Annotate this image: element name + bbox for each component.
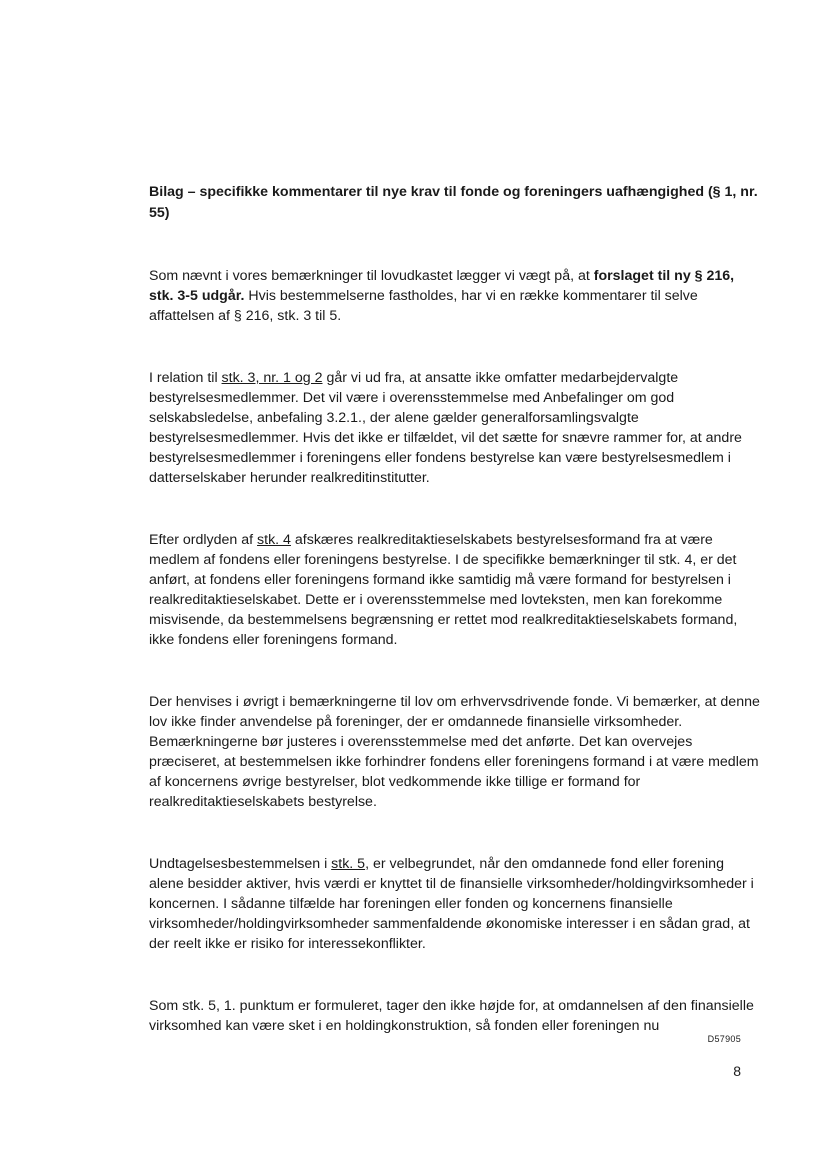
- paragraph-5: [149, 854, 761, 954]
- paragraph-6: Som stk. 5, 1. punktum er formuleret, tager den ikke højde for, at omdannelsen af den finansielle virksomhed kan være sket i en holdingkonstruktion, så fonden eller foreningen nu: [149, 998, 754, 1034]
- document-body: [149, 182, 761, 1078]
- paragraph-4: Der henvises i øvrigt i bemærkningerne til lov om erhvervsdrivende fonde. Vi bemærker, at denne lov ikke finder anvendelse på foreninger, der er omdannede finansielle virksomheder. Bemærkningerne bør justeres i overensstemmelse med det anførte. Det kan overvejes præciseret, at bestemmelsen ikke forhindrer fondens eller foreningens formand i at være medlem af koncernens øvrige bestyrelser, blot vedkommende ikke tillige er formand for realkreditaktieselskabets bestyrelse.: [149, 694, 760, 810]
- paragraph-3-text-a: Efter ordlyden af: [149, 532, 258, 548]
- paragraph-1-bold: forslaget til ny § 216, stk. 3-5 udgår.: [149, 268, 735, 304]
- paragraph-1: [149, 266, 761, 326]
- paragraph-1-text-c: Hvis bestemmelserne fastholdes, har vi en række kommentarer til selve affattelsen af § 216, stk. 3 til 5.: [149, 288, 698, 324]
- paragraph-3-text-c: afskæres realkreditaktieselskabets bestyrelsesformand fra at være medlem af fondens eller foreningens bestyrelse. I de specifikke bemærkninger til stk. 4, er det anført, at fondens eller foreningens formand ikke samtidig må være formand for bestyrelsen i realkreditaktieselskabet. Dette er i overensstemmelse med lovteksten, men kan forekomme misvisende, da bestemmelsens begrænsning er rettet mod realkreditaktieselskabets formand, ikke fondens eller foreningens formand.: [149, 532, 738, 648]
- section-heading: Bilag – specifikke kommentarer til nye krav til fonde og foreningers uafhængighed (§ 1, nr. 55): [149, 184, 758, 221]
- paragraph-3: [149, 530, 761, 650]
- page-number: 8: [733, 1063, 741, 1079]
- paragraph-2-text-a: I relation til: [149, 370, 222, 386]
- paragraph-2-reference: stk. 3, nr. 1 og 2: [221, 370, 323, 386]
- paragraph-1-text-a: Som nævnt i vores bemærkninger til lovudkastet lægger vi vægt på, at: [149, 268, 594, 284]
- document-id: D57905: [707, 1034, 741, 1044]
- paragraph-2: [149, 368, 761, 488]
- paragraph-5-text-a: Undtagelsesbestemmelsen i: [149, 856, 332, 872]
- paragraph-5-reference: stk. 5: [331, 856, 366, 872]
- paragraph-3-reference: stk. 4: [257, 532, 291, 548]
- paragraph-2-text-c: går vi ud fra, at ansatte ikke omfatter medarbejdervalgte bestyrelsesmedlemmer. Det vil være i overensstemmelse med Anbefalinger om god selskabsledelse, anbefaling 3.2.1., der alene gælder generalforsamlingsvalgte bestyrelsesmedlemmer. Hvis det ikke er tilfældet, vil det sætte for snævre rammer for, at andre bestyrelsesmedlemmer i foreningens eller fondens bestyrelse kan være bestyrelsesmedlem i datterselskaber herunder realkreditinstitutter.: [149, 370, 742, 486]
- paragraph-5-text-c: , er velbegrundet, når den omdannede fond eller forening alene besidder aktiver, hvis værdi er knyttet til de finansielle virksomheder/holdingvirksomheder i koncernen. I sådanne tilfælde har foreningen eller fonden og koncernens finansielle virksomheder/holdingvirksomheder sammenfaldende økonomiske interesser i en sådan grad, at der reelt ikke er risiko for interessekonflikter.: [149, 856, 754, 952]
